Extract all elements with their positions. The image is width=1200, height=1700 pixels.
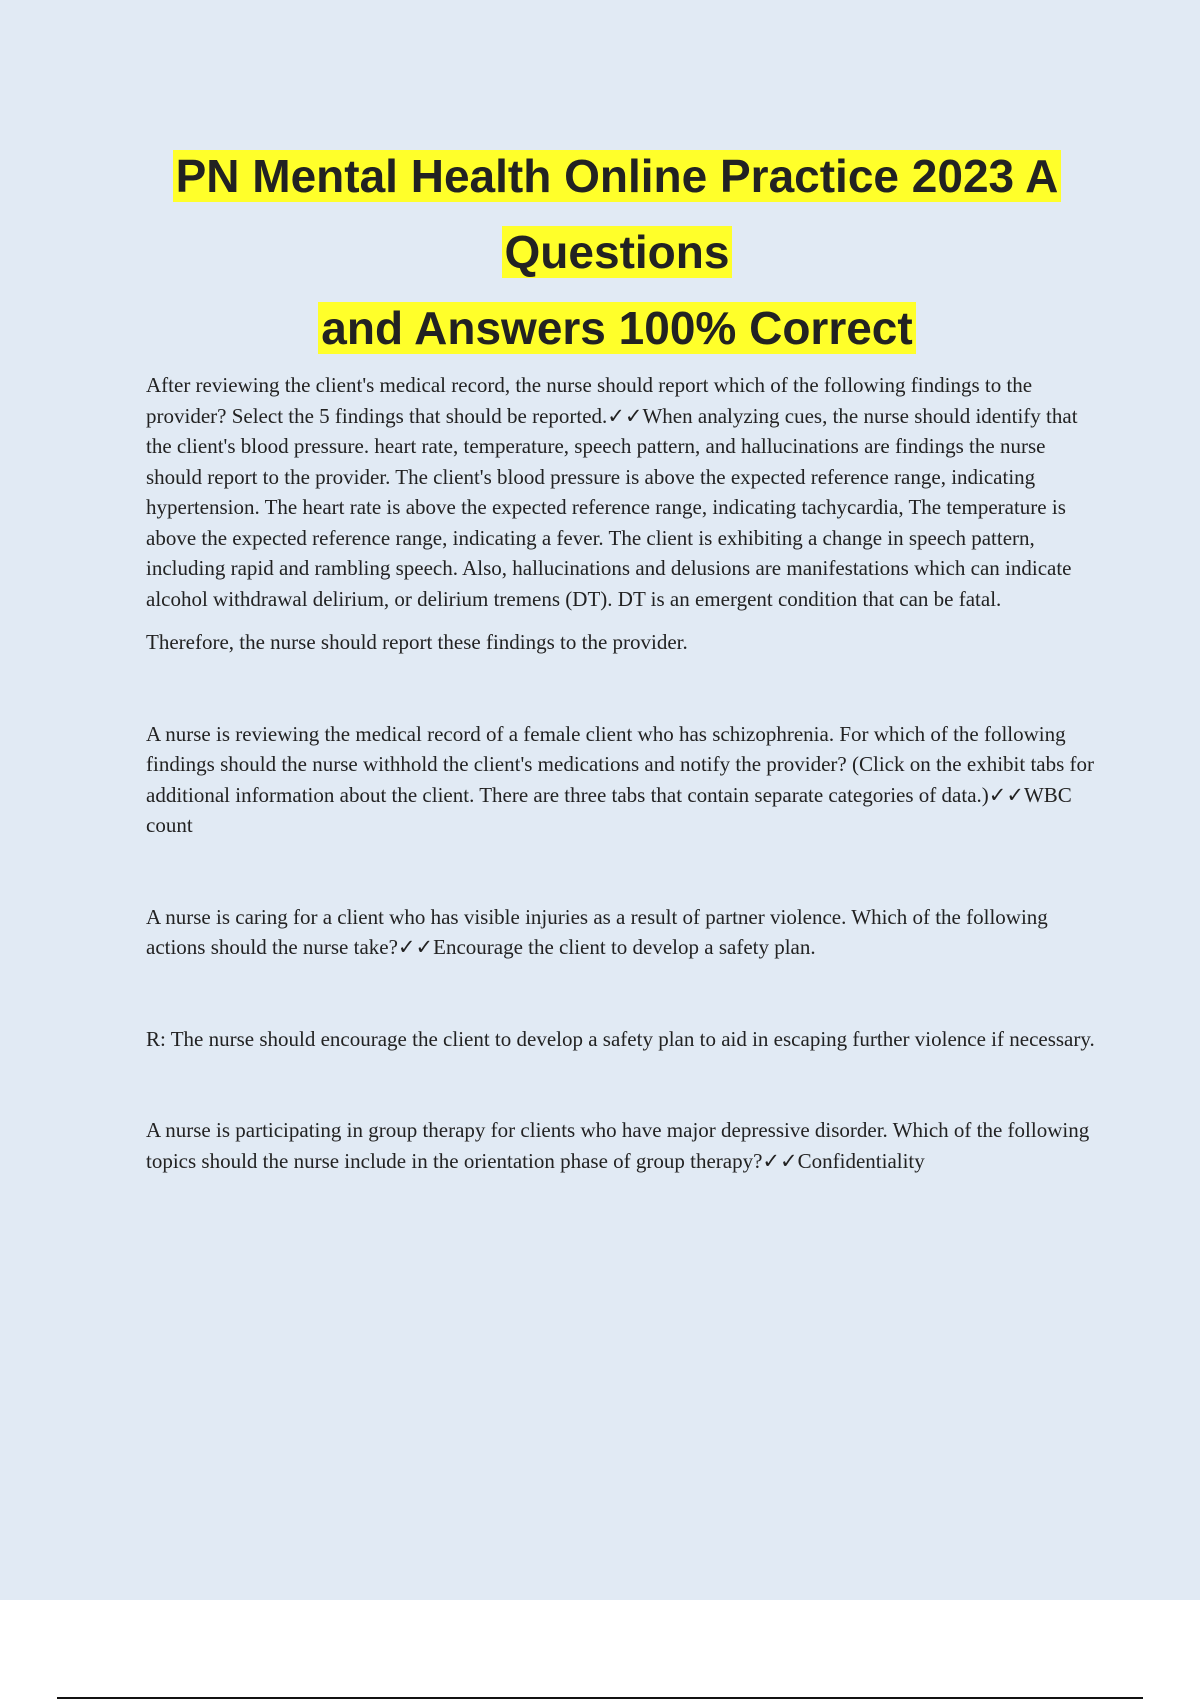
- paragraph-schizophrenia-question: A nurse is reviewing the medical record of a female client who has schizophrenia. For which of the following findings should the nurse withhold the client's medications and notify the provider? (Click on the exhibit tabs for additional information about the client. There are three tabs that contain separate categories of data.)✓✓WBC count: [146, 721, 1095, 837]
- paragraph-group-therapy-question: A nurse is participating in group therapy for clients who have major depressive disorder. Which of the following topics should the nurse include in the orientation phase of group therapy?✓✓Confidentiality: [146, 1118, 1090, 1173]
- title-line-3: and Answers 100% Correct: [318, 302, 915, 354]
- document-body: [146, 370, 1096, 1176]
- bottom-divider: [57, 1697, 1143, 1699]
- title-line-1: PN Mental Health Online Practice 2023 A: [173, 150, 1062, 202]
- paragraph-findings-conclusion: Therefore, the nurse should report these findings to the provider.: [146, 630, 688, 654]
- title-line-2: Questions: [502, 226, 733, 278]
- document-title: [120, 138, 1114, 366]
- paragraph-rationale: R: The nurse should encourage the client to develop a safety plan to aid in escaping further violence if necessary.: [146, 1026, 1095, 1051]
- paragraph-partner-violence-question: A nurse is caring for a client who has visible injuries as a result of partner violence. Which of the following actions should the nurse take?✓✓Encourage the client to develop a safety plan.: [146, 904, 1048, 959]
- paragraph-findings-question: After reviewing the client's medical record, the nurse should report which of the following findings to the provider? Select the 5 findings that should be reported.✓✓When analyzing cues, the nurse should identify that the client's blood pressure. heart rate, temperature, speech pattern, and hallucinations are findings the nurse should report to the provider. The client's blood pressure is above the expected reference range, indicating hypertension. The heart rate is above the expected reference range, indicating tachycardia, The temperature is above the expected reference range, indicating a fever. The client is exhibiting a change in speech pattern, including rapid and rambling speech. Also, hallucinations and delusions are manifestations which can indicate alcohol withdrawal delirium, or delirium tremens (DT). DT is an emergent condition that can be fatal.: [146, 373, 1078, 611]
